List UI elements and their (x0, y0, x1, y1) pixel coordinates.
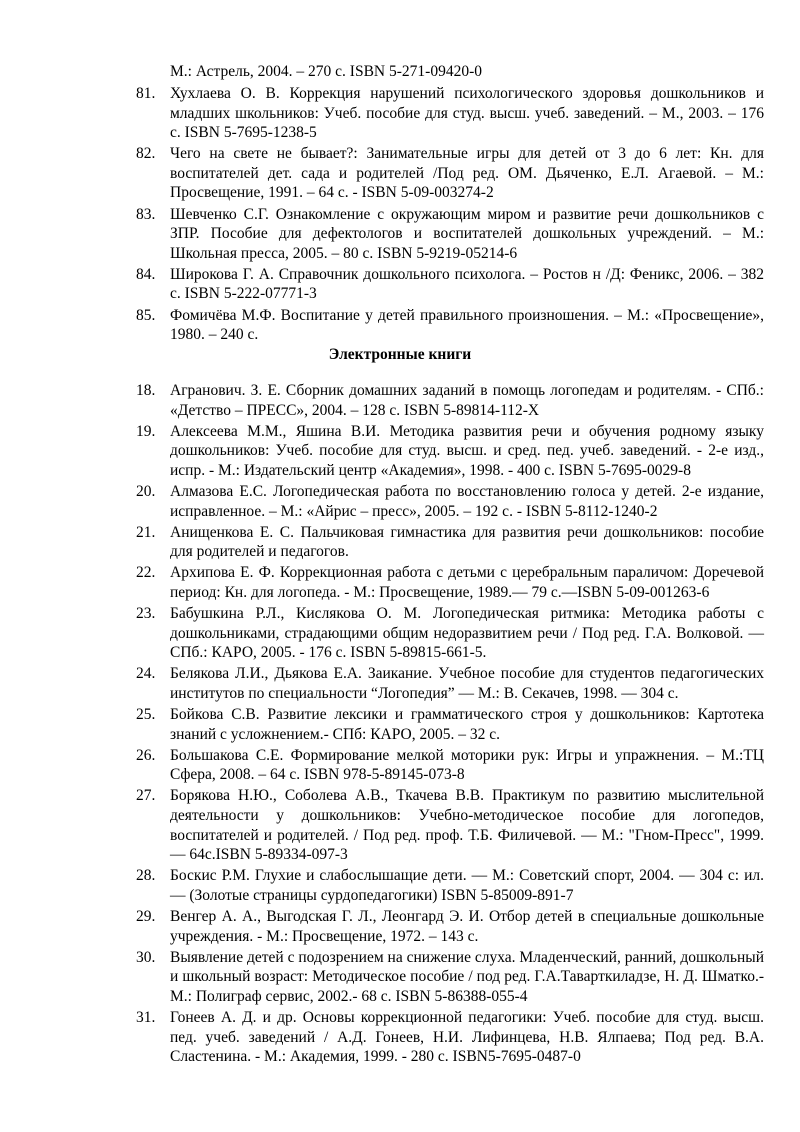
item-number: 25. (136, 706, 156, 723)
item-text: Большакова С.Е. Формирование мелкой моторики рук: Игры и упражнения. – М.:ТЦ Сфера, 2008. – 64 с. ISBN 978-5-89145-073-8 (170, 746, 764, 784)
item-number: 19. (136, 422, 156, 440)
item-text: Белякова Л.И., Дьякова Е.А. Заикание. Учебное пособие для студентов педагогических институтов по специальности “Логопедия” — М.: В. Секачев, 1998. — 304 с. (170, 665, 764, 702)
item-number: 22. (136, 564, 156, 582)
item-number: 24. (136, 665, 156, 683)
reference-list-top (0, 84, 800, 346)
list-item (0, 786, 764, 864)
item-text: Венгер А. А., Выгодская Г. Л., Леонгард Э. И. Отбор детей в специальные дошкольные учреждения. - М.: Просвещение, 1972. – 143 с. (170, 907, 764, 945)
item-number: 23. (136, 605, 156, 623)
list-item (0, 664, 764, 703)
item-text: Шевченко С.Г. Ознакомление с окружающим миром и развитие речи дошкольников с ЗПР. Пособие для дефектологов и воспитателей дошкольных учреждений. – М.: Школьная пресса, 2005. – 80 с. ISBN 5-9219-05214-6 (170, 205, 764, 262)
item-text: Чего на свете не бывает?: Занимательные игры для детей от 3 до 6 лет: Кн. для воспитателей дет. сада и родителей /Под ред. ОМ. Дьяченко, Е.Л. Агаевой. – М.: Просвещение, 1991. – 64 с. - ISBN 5-09-003274-2 (170, 145, 764, 202)
item-text: Анищенкова Е. С. Пальчиковая гимнастика для развития речи дошкольников: пособие для родителей и педагогов. (170, 523, 764, 561)
list-item (0, 907, 764, 946)
item-number: 28. (136, 867, 156, 885)
list-item (0, 866, 764, 905)
item-text: Архипова Е. Ф. Коррекционная работа с детьми с церебральным параличом: Доречевой период: Кн. для логопеда. - М.: Просвещение, 1989.— 79 с.—ISBN 5-09-001263-6 (170, 564, 764, 601)
item-number: 29. (136, 907, 156, 925)
item-number: 85. (136, 306, 156, 324)
item-number: 30. (136, 948, 156, 966)
reference-list-ebooks (0, 381, 800, 1068)
item-text: Бабушкина Р.Л., Кислякова О. М. Логопедическая ритмика: Методика работы с дошкольниками, страдающими общим недоразвитием речи / Под ред. Г.А. Волковой. —СПб.: КАРО, 2005. - 176 с. ISBN 5-89815-661-5. (170, 605, 764, 662)
item-number: 26. (136, 746, 156, 764)
section-heading: Электронные книги (328, 346, 472, 363)
item-text: Гонеев А. Д. и др. Основы коррекционной педагогики: Учеб. пособие для студ. высш. пед. учеб. заведений / А.Д. Гонеев, Н.И. Лифинцева, Н.В. Ялпаева; Под ред. В.А. Сластенина. - М.: Академия, 1999. - 280 с. ISBN5-7695-0487-0 (170, 1008, 764, 1066)
item-text: Алмазова Е.С. Логопедическая работа по восстановлению голоса у детей. 2-е издание, исправленное. – М.: «Айрис – пресс», 2005. – 192 с. - ISBN 5-8112-1240-2 (170, 482, 764, 520)
item-number: 81. (136, 85, 156, 102)
list-item (0, 144, 764, 203)
list-item (0, 381, 764, 420)
list-item (0, 948, 764, 1007)
item-text: Выявление детей с подозрением на снижение слуха. Младенческий, ранний, дошкольный и школьный возраст: Методическое пособие / под ред. Г.А.Таварткиладзе, Н. Д. Шматко.- М.: Полиграф сервис, 2002.- 68 с. ISBN 5-86388-055-4 (170, 948, 764, 1005)
continuation-line: М.: Астрель, 2004. – 270 с. ISBN 5-271-09420-0 (170, 63, 482, 80)
list-item (0, 1008, 764, 1067)
item-number: 82. (136, 145, 156, 163)
item-text: Бойкова С.В. Развитие лексики и грамматического строя у дошкольников: Картотека знаний с усложнением.- СПб: КАРО, 2005. – 32 с. (170, 706, 764, 743)
item-number: 84. (136, 265, 156, 283)
item-text: Борякова Н.Ю., Соболева А.В., Ткачева В.В. Практикум по развитию мыслительной деятельности у дошкольников: Учебно-методическое пособие для логопедов, воспитателей и родителей. / Под ред. проф. Т.Б. Филичевой. — М.: "Гном-Пресс", 1999. — 64с.ISBN 5-89334-097-3 (170, 787, 764, 864)
item-text: Хухлаева О. В. Коррекция нарушений психологического здоровья дошкольников и младших школьников: Учеб. пособие для студ. высш. учеб. заведений. – М., 2003. – 176 с. ISBN 5-7695-1238-5 (170, 85, 764, 142)
item-number: 83. (136, 205, 156, 223)
item-number: 18. (136, 382, 156, 399)
item-text: Агранович. З. Е. Сборник домашних заданий в помощь логопедам и родителям. - СПб.: «Детство – ПРЕСС», 2004. – 128 с. ISBN 5-89814-112-X (170, 382, 764, 419)
item-number: 27. (136, 787, 156, 805)
list-item (0, 705, 764, 744)
list-item (0, 563, 764, 602)
list-item (0, 265, 764, 304)
list-item (0, 523, 764, 562)
list-item (0, 746, 764, 785)
list-item (0, 604, 764, 663)
item-text: Боскис Р.М. Глухие и слабослышащие дети. — М.: Советский спорт, 2004. — 304 с: ил. — (Золотые страницы сурдопедагогики) ISBN 5-85009-891-7 (170, 867, 764, 904)
item-text: Фомичёва М.Ф. Воспитание у детей правильного произношения. – М.: «Просвещение», 1980. – 240 с. (170, 306, 764, 344)
list-item (0, 205, 764, 264)
item-number: 20. (136, 482, 156, 500)
list-item (0, 482, 764, 521)
list-item (0, 306, 764, 345)
item-number: 21. (136, 523, 156, 541)
list-item (0, 422, 764, 481)
item-text: Алексеева М.М., Яшина В.И. Методика развития речи и обучения родному языку дошкольников: Учеб. пособие для студ. высш. и сред. пед. учеб. заведений. - 2-е изд., испр. - М.: Издательский центр «Академия», 1998. - 400 с. ISBN 5-7695-0029-8 (170, 422, 764, 479)
item-number: 31. (136, 1008, 156, 1026)
item-text: Широкова Г. А. Справочник дошкольного психолога. – Ростов н /Д: Феникс, 2006. – 382 с. ISBN 5-222-07771-3 (170, 265, 764, 303)
list-item (0, 84, 764, 143)
